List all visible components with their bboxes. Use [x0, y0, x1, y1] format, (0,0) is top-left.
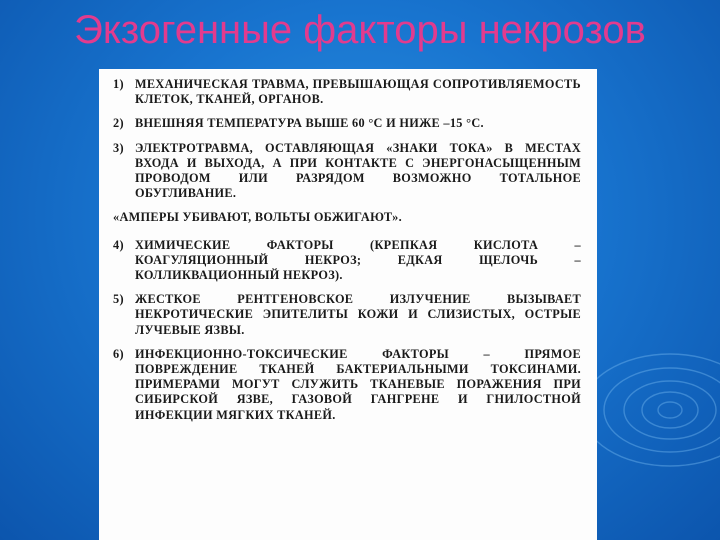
slide-title: Экзогенные факторы некрозов — [74, 8, 646, 52]
list-item — [113, 116, 581, 131]
item-text: МЕХАНИЧЕСКАЯ ТРАВМА, ПРЕВЫШАЮЩАЯ СОПРОТИВЛЯЕМОСТЬ КЛЕТОК, ТКАНЕЙ, ОРГАНОВ. — [135, 77, 581, 107]
scanned-document — [99, 69, 597, 540]
list-item — [113, 77, 581, 107]
quote-line: «АМПЕРЫ УБИВАЮТ, ВОЛЬТЫ ОБЖИГАЮТ». — [113, 210, 402, 225]
list-item — [113, 292, 581, 338]
item-text: ИНФЕКЦИОННО-ТОКСИЧЕСКИЕ ФАКТОРЫ – ПРЯМОЕ ПОВРЕЖДЕНИЕ ТКАНЕЙ БАКТЕРИАЛЬНЫМИ ТОКСИНАМИ. ПРИМЕРАМИ МОГУТ СЛУЖИТЬ ТКАНЕВЫЕ ПОРАЖЕНИЯ ПРИ СИБИРСКОЙ ЯЗВЕ, ГАЗОВОЙ ГАНГРЕНЕ И ГНИЛОСТНОЙ ИНФЕКЦИИ МЯГКИХ ТКАНЕЙ. — [135, 346, 581, 422]
item-number: 5) — [113, 292, 124, 307]
item-number: 4) — [113, 237, 124, 252]
item-text: ХИМИЧЕСКИЕ ФАКТОРЫ (КРЕПКАЯ КИСЛОТА – КОАГУЛЯЦИОННЫЙ НЕКРОЗ; ЕДКАЯ ЩЕЛОЧЬ – КОЛЛИКВАЦИОННЫЙ НЕКРОЗ). — [135, 237, 581, 283]
item-number: 3) — [113, 140, 124, 155]
item-number: 1) — [113, 77, 124, 91]
item-text: ЭЛЕКТРОТРАВМА, ОСТАВЛЯЮЩАЯ «ЗНАКИ ТОКА» В МЕСТАХ ВХОДА И ВЫХОДА, А ПРИ КОНТАКТЕ С ЭНЕРГОНАСЫЩЕННЫМ ПРОВОДОМ ИЛИ РАЗРЯДОМ ВОЗМОЖНО ТОТАЛЬНОЕ ОБУГЛИВАНИЕ. — [135, 140, 581, 201]
item-number: 2) — [113, 116, 124, 131]
item-text: ЖЕСТКОЕ РЕНТГЕНОВСКОЕ ИЗЛУЧЕНИЕ ВЫЗЫВАЕТ НЕКРОТИЧЕСКИЕ ЭПИТЕЛИТЫ КОЖИ И СЛИЗИСТЫХ, ОСТРЫЕ ЛУЧЕВЫЕ ЯЗВЫ. — [135, 292, 581, 337]
list-item — [113, 347, 581, 423]
item-text: ВНЕШНЯЯ ТЕМПЕРАТУРА ВЫШЕ 60 °С И НИЖЕ –15 °С. — [135, 116, 484, 131]
list-item — [113, 238, 581, 284]
list-item — [113, 141, 581, 202]
item-number: 6) — [113, 346, 124, 361]
